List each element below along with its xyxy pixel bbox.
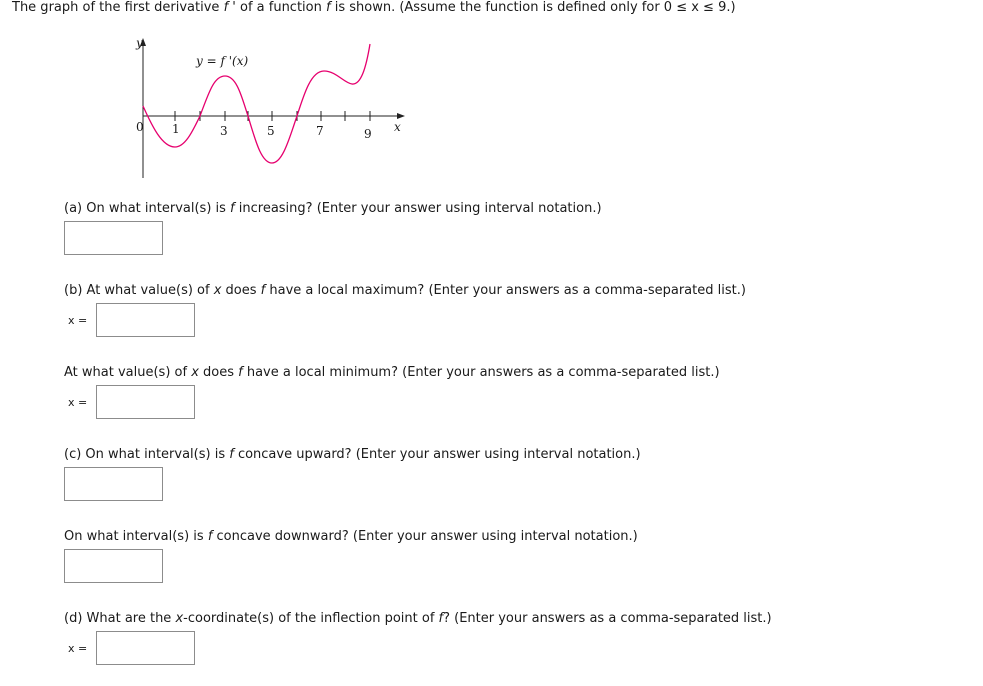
answer-prefix-d: x = <box>68 642 88 655</box>
problem-statement: The graph of the first derivative f ' of a function f is shown. (Assume the function is defined only for 0 ≤ x ≤ 9.) <box>12 0 736 15</box>
answer-prefix-b-min: x = <box>68 396 88 409</box>
y-axis-label: y <box>136 36 143 50</box>
origin-label: 0 <box>136 120 144 134</box>
x-axis-arrow <box>397 113 405 119</box>
derivative-graph <box>118 30 418 180</box>
answer-prefix-b-max: x = <box>68 314 88 327</box>
tick-label-5: 5 <box>267 124 275 138</box>
answer-a-input[interactable] <box>64 221 163 255</box>
answer-b-min-input[interactable] <box>96 385 195 419</box>
question-a: (a) On what interval(s) is f increasing? (Enter your answer using interval notation.) <box>64 201 602 216</box>
answer-c-down-input[interactable] <box>64 549 163 583</box>
question-d: (d) What are the x-coordinate(s) of the inflection point of f? (Enter your answers as a comma-separated list.) <box>64 611 772 626</box>
question-b-max: (b) At what value(s) of x does f have a local maximum? (Enter your answers as a comma-separated list.) <box>64 283 746 298</box>
tick-label-1: 1 <box>172 122 180 136</box>
question-b-min: At what value(s) of x does f have a local minimum? (Enter your answers as a comma-separated list.) <box>64 365 720 380</box>
answer-b-max-input[interactable] <box>96 303 195 337</box>
tick-label-9: 9 <box>364 127 372 141</box>
x-axis-label: x <box>394 120 401 134</box>
derivative-curve <box>143 44 370 163</box>
answer-c-up-input[interactable] <box>64 467 163 501</box>
tick-label-3: 3 <box>220 124 228 138</box>
tick-label-7: 7 <box>316 124 324 138</box>
curve-label: y = f '(x) <box>196 54 249 68</box>
question-c-down: On what interval(s) is f concave downward? (Enter your answer using interval notation.) <box>64 529 638 544</box>
answer-d-input[interactable] <box>96 631 195 665</box>
question-c-up: (c) On what interval(s) is f concave upward? (Enter your answer using interval notation.) <box>64 447 641 462</box>
